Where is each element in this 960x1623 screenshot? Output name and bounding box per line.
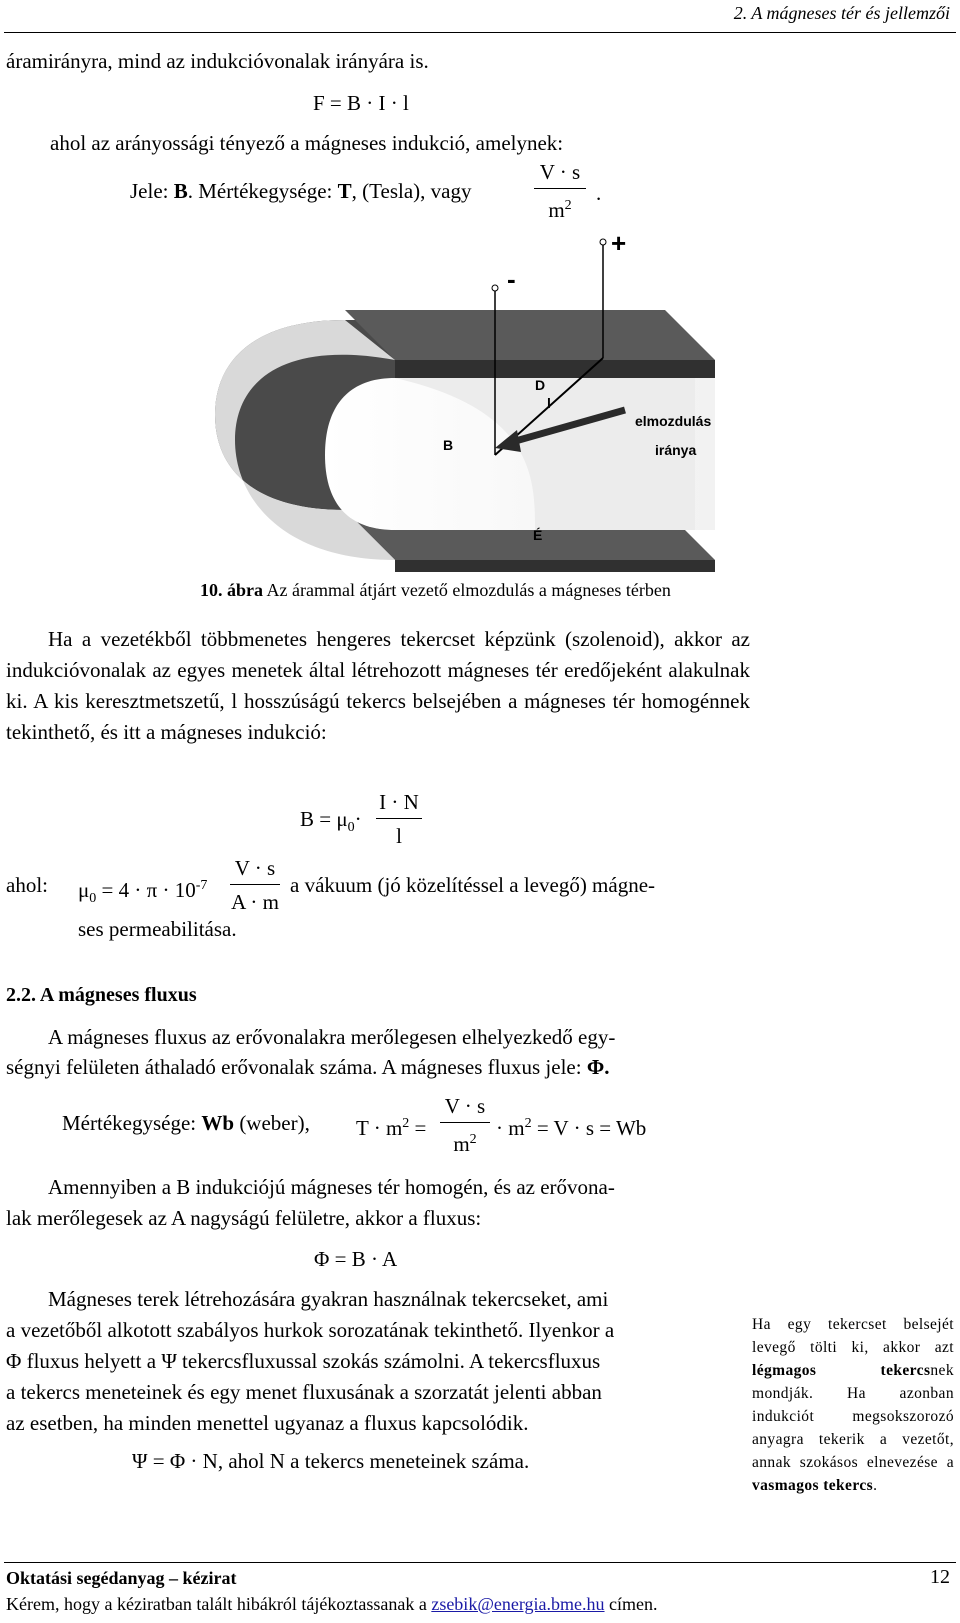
mu0-description-2: ses permeabilitása. [78,917,237,941]
intro-line-2: ahol az arányossági tényező a mágneses indukció, amelynek: [50,131,564,155]
flux-unit-lhs: $T \cdot m^2$ = [356,1116,427,1140]
flux-definition-1: A mágneses fluxus az erővonalakra merőlegesen elhelyezkedő egy- [48,1025,616,1049]
flux-formula: Φ = B · A [314,1247,398,1271]
tesla-unit-fraction: V · s $m^2$ [530,160,590,222]
induction-formula-lhs: $B = \mu_0\cdot$ [300,807,362,836]
unit-line: Jele: B. Mértékegysége: T, (Tesla), vagy [130,179,472,203]
terminal-minus [492,285,498,291]
flux-definition-2: ségnyi felületen áthaladó erővonalak száma. A mágneses fluxus jele: Φ. [6,1055,610,1079]
minus-label: - [507,264,516,294]
force-formula: F = B · I · l [313,91,409,115]
unit-dot: . [596,181,602,205]
magnet-top-edge [395,360,715,378]
flux-unit-rhs: · $m^2 = V \cdot s = Wb$ [496,1116,647,1140]
solenoid-paragraph: Ha a vezetékből többmenetes hengeres tekercset képzünk (szolenoid), akkor az indukcióvonalak az egyes menetek által létrehozott mágneses tér eredőjeként alakulnak ki. A kis keresztmetszetű, l hosszúságú tekercs belsejében a mágneses tér homogénnek tekinthető, és itt a mágneses indukció: [6,627,750,744]
homogeneous-line-1: Amennyiben a B indukciójú mágneses tér homogén, és az erővona- [48,1175,615,1199]
coil-line-1: Mágneses terek létrehozására gyakran használnak tekercseket, ami [48,1287,609,1311]
email-link[interactable]: zsebik@energia.bme.hu [431,1594,605,1614]
mu0-unit-fraction: V · s A · m [231,856,279,914]
page-number: 12 [930,1566,950,1588]
coil-flux-formula: Ψ = Φ · N, ahol N a tekercs meneteinek száma. [132,1449,530,1473]
flux-unit-fraction: V · s $m^2$ [436,1094,494,1156]
field-label: B [443,437,454,453]
header-rule [4,32,956,33]
footer-rule [4,1562,956,1563]
coil-line-5: az esetben, ha minden menettel ugyanaz a fluxus kapcsolódik. [6,1411,529,1435]
coil-line-2: a vezetőből alkotott szabályos hurkok sorozatának tekinthető. Ilyenkor a [6,1318,615,1342]
plus-label: + [611,230,627,258]
magnet-bottom-edge [395,560,715,572]
terminal-plus [600,239,606,245]
north-pole-label: D [535,377,546,393]
south-pole-label: É [533,527,543,543]
motion-label-2: iránya [655,442,697,458]
coil-line-4: a tekercs meneteinek és egy menet fluxusának a szorzatát jelenti abban [6,1380,602,1404]
section-heading: 2.2. A mágneses fluxus [6,984,197,1006]
mu0-value: $\mu_0 = 4 \cdot \pi \cdot 10^{-7}$ [78,878,208,907]
footer-note: Kérem, hogy a kéziratban talált hibákról tájékoztassanak a zsebik@energia.bme.hu címen. [6,1594,658,1614]
magnet-top-face [345,310,715,360]
chapter-header: 2. A mágneses tér és jellemzői [733,3,950,23]
induction-formula-fraction: I · N l [372,790,426,848]
flux-unit-label: Mértékegysége: Wb (weber), [62,1111,310,1135]
magnet-figure [195,230,750,575]
figure-caption: 10. ábra Az árammal átjárt vezető elmozdulás a mágneses térben [200,580,671,600]
footer-title: Oktatási segédanyag – kézirat [6,1568,237,1588]
motion-label-1: elmozdulás [635,413,712,429]
intro-line-1: áramirányra, mind az indukcióvonalak irányára is. [6,49,429,73]
side-note: Ha egy tekercset belsejét levegő tölti ki, akkor azt légmagos tekercsnek mondják. Ha azonban indukciót megsokszorozó anyagra tekerik a vezetőt, annak szokásos elnevezése a vasmagos tekercs. [752,1316,954,1494]
homogeneous-line-2: lak merőlegesek az A nagyságú felületre, akkor a fluxus: [6,1206,482,1230]
where-label: ahol: [6,873,48,897]
length-label: l [547,395,551,411]
mu0-description-1: a vákuum (jó közelítéssel a levegő) mágne- [290,873,656,897]
coil-line-3: Φ fluxus helyett a Ψ tekercsfluxussal szokás számolni. A tekercsfluxus [6,1349,601,1373]
